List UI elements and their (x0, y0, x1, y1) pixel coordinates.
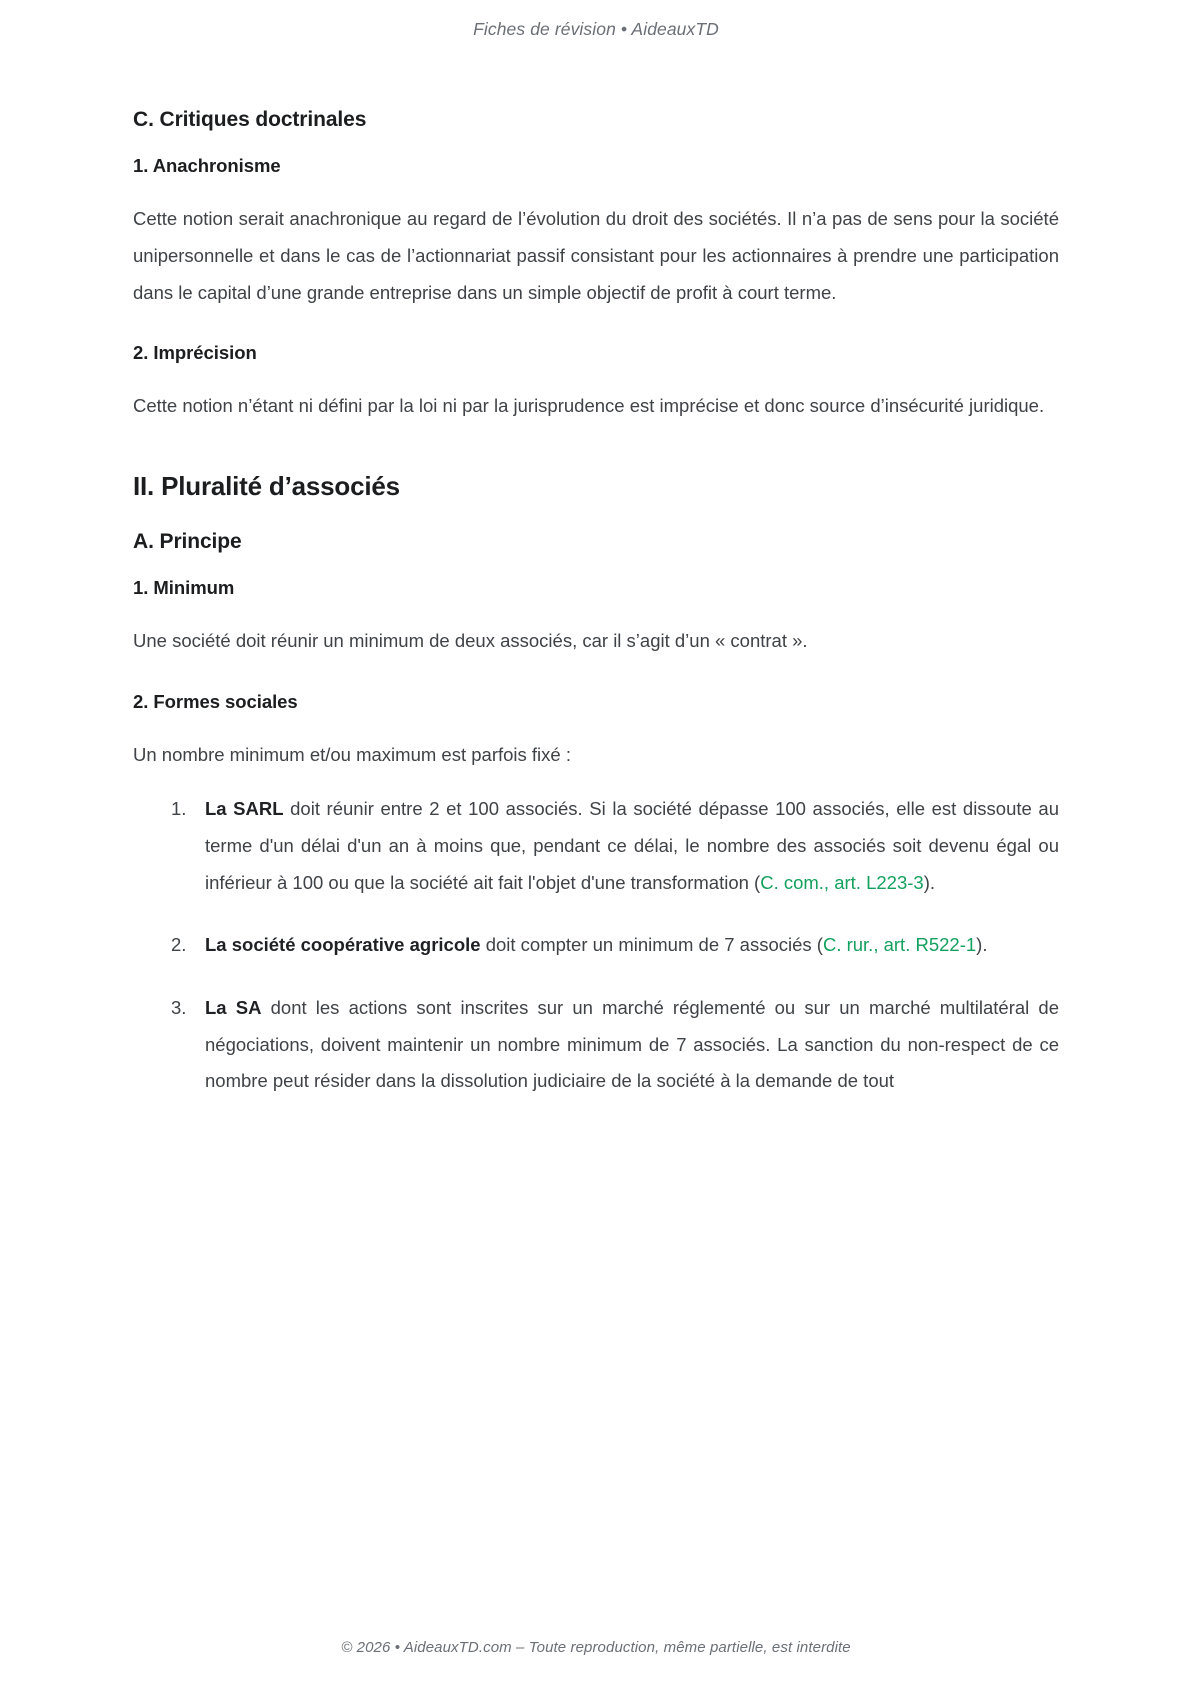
heading-2-imprecision: 2. Imprécision (133, 342, 257, 364)
paragraph-imprecision: Cette notion n’étant ni défini par la loi ni par la jurisprudence est imprécise et donc source d’insécurité juridique. (133, 395, 1045, 417)
heading-2-formes-sociales: 2. Formes sociales (133, 690, 298, 712)
spacer (133, 556, 1059, 576)
paragraph-minimum: Une société doit réunir un minimum de deux associés, car il s’agit d’un « contrat ». (133, 630, 808, 652)
spacer (133, 773, 1059, 791)
heading-1-anachronisme: 1. Anachronisme (133, 155, 281, 177)
running-header-text: Fiches de révision • AideauxTD (473, 19, 719, 39)
spacer (133, 311, 1059, 341)
spacer (133, 601, 1059, 623)
heading-ii-pluralite-dassocies: II. Pluralité d’associés (133, 470, 400, 501)
running-header (0, 0, 1192, 40)
running-footer-text: © 2026 • AideauxTD.com – Toute reproduction, même partielle, est interdite (341, 1639, 851, 1656)
spacer (133, 660, 1059, 690)
running-footer (0, 1639, 1192, 1684)
formes-sociales-list (133, 791, 1059, 1099)
list-item-text-before-reference: doit réunir entre 2 et 100 associés. Si la société dépasse 100 associés, elle est dissoute au terme d'un délai d'un an à moins que, pendant ce délai, le nombre des associés soit devenu égal ou inférieur à 100 ou que la société ait fait l'objet d'une transformation ( (205, 798, 1059, 893)
list-item-text-before-reference: doit compter un minimum de 7 associés ( (480, 934, 823, 956)
spacer (133, 715, 1059, 737)
spacer (133, 366, 1059, 388)
list-item (133, 927, 1059, 964)
paragraph-formes-sociales-intro: Un nombre minimum et/ou maximum est parfois fixé : (133, 743, 571, 765)
spacer (133, 179, 1059, 201)
spacer (133, 504, 1059, 528)
list-item-lead: La SA (205, 996, 262, 1018)
list-item-text-before-reference: dont les actions sont inscrites sur un marché réglementé ou sur un marché multilatéral de négociations, doivent maintenir un nombre minimum de 7 associés. La sanction du non-respect de ce nombre peut résider dans la dissolution judiciaire de la société à la demande de tout (205, 996, 1059, 1092)
list-item (133, 791, 1059, 901)
legal-reference-link[interactable]: C. com., art. L223-3 (760, 871, 924, 893)
heading-a-principe: A. Principe (133, 529, 242, 553)
list-item-text-after-reference: ). (976, 934, 988, 956)
paragraph-anachronisme: Cette notion serait anachronique au regard de l’évolution du droit des sociétés. Il n’a pas de sens pour la société unipersonnelle et dans le cas de l’actionnariat passif consistant pour les actionnaires à prendre une participation dans le capital d’une grande entreprise dans un simple objectif de profit à court terme. (133, 208, 1059, 303)
list-item-lead: La SARL (205, 798, 284, 820)
legal-reference-link[interactable]: C. rur., art. R522-1 (822, 934, 977, 956)
heading-c-critiques-doctrinales: C. Critiques doctrinales (133, 108, 367, 131)
spacer (133, 425, 1059, 469)
heading-1-minimum: 1. Minimum (133, 577, 235, 599)
list-item-lead: La société coopérative agricole (205, 934, 481, 956)
list-item-text-after-reference: ). (923, 871, 935, 893)
document-content (0, 40, 1192, 1639)
list-item (133, 990, 1059, 1100)
spacer (133, 134, 1059, 154)
